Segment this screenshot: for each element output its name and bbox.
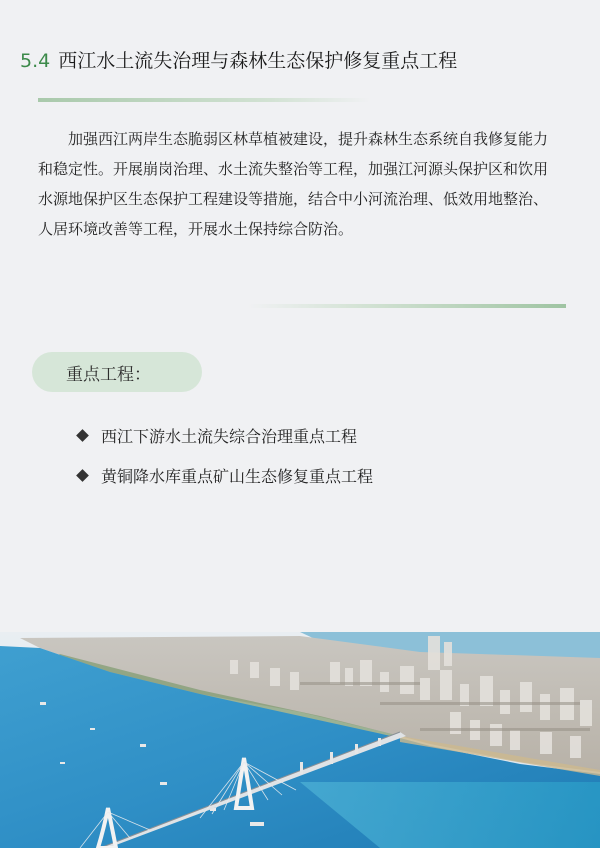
section-title: 西江水土流失治理与森林生态保护修复重点工程 (58, 50, 458, 72)
aerial-photo-illustration (0, 632, 600, 848)
river-city-bridge-photo (0, 632, 600, 848)
list-item-text: 西江下游水土流失综合治理重点工程 (101, 426, 358, 446)
body-paragraph: 加强西江两岸生态脆弱区林草植被建设，提升森林生态系统自我修复能力和稳定性。开展崩岗治理、水土流失整治等工程，加强江河源头保护区和饮用水源地保护区生态保护工程建设等措施，结合中小河流治理、低效用地整治、人居环境改善等工程，开展水土保持综合防治。 (38, 130, 549, 238)
body-text (38, 124, 562, 244)
list-item (78, 420, 373, 450)
diamond-bullet-icon (76, 469, 89, 482)
list-item-text: 黄铜降水库重点矿山生态修复重点工程 (101, 466, 374, 486)
section-divider (248, 304, 566, 308)
list-item (78, 460, 373, 490)
section-heading (20, 46, 457, 73)
key-projects-label-text: 重点工程： (66, 364, 151, 385)
key-projects-label (32, 352, 202, 392)
diamond-bullet-icon (76, 429, 89, 442)
section-number: 5.4 (20, 50, 51, 72)
heading-divider (38, 98, 370, 102)
key-projects-list (78, 420, 373, 500)
